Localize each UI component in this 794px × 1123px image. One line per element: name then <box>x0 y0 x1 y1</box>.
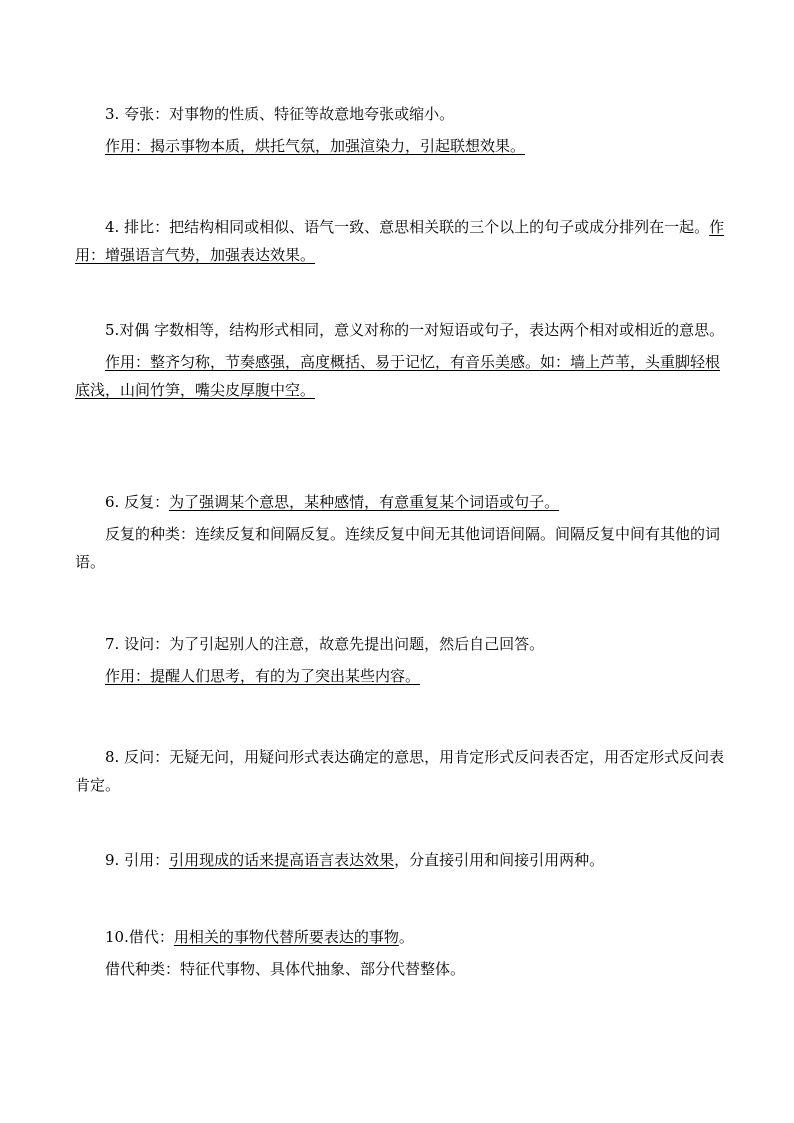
section-definition: 字数相等，结构形式相同，意义对称的一对短语或句子，表达两个相对或相近的意思。 <box>149 321 725 339</box>
section-definition: 为了强调某个意思，某种感情，有意重复某个词语或句子。 <box>169 493 560 511</box>
section-effect-line <box>75 348 725 404</box>
section-definition: 把结构相同或相似、语气一致、意思相关联的三个以上的句子或成分排列在一起。 <box>169 218 710 236</box>
section-effect-line <box>75 662 725 690</box>
section-extra: 借代种类：特征代事物、具体代抽象、部分代替整体。 <box>105 960 466 978</box>
section-definition-line <box>75 213 725 269</box>
section-heading: 10.借代： <box>105 928 174 946</box>
section-definition-line <box>75 630 725 658</box>
section-fanwen <box>75 743 725 799</box>
section-heading: 8. 反问： <box>105 748 170 766</box>
section-definition-tail: 。 <box>398 928 414 946</box>
section-paibi <box>75 213 725 269</box>
section-heading: 4. 排比： <box>105 218 170 236</box>
section-effect: 作用：增强语言气势，加强表达效果。 <box>75 218 725 264</box>
section-effect: 作用：揭示事物本质，烘托气氛，加强渲染力，引起联想效果。 <box>105 137 526 155</box>
section-fanfu <box>75 488 725 576</box>
section-definition-line <box>75 316 725 344</box>
section-heading: 5.对偶 <box>105 321 150 339</box>
section-jiedai <box>75 923 725 983</box>
section-definition: 无疑无问，用疑问形式表达确定的意思，用肯定形式反问表否定，用否定形式反问表肯定。 <box>75 748 725 794</box>
section-definition-tail: ，分直接引用和间接引用两种。 <box>394 851 605 869</box>
section-definition: 引用现成的话来提高语言表达效果 <box>169 851 395 869</box>
section-heading: 7. 设问： <box>105 635 170 653</box>
section-effect: 作用：提醒人们思考，有的为了突出某些内容。 <box>105 667 421 685</box>
section-definition-line <box>75 846 725 874</box>
section-yinyong <box>75 846 725 874</box>
section-shewen <box>75 630 725 690</box>
section-effect: 作用：整齐匀称，节奏感强，高度概括、易于记忆，有音乐美感。如：墙上芦苇，头重脚轻根底浅，山间竹笋，嘴尖皮厚腹中空。 <box>75 353 721 399</box>
section-heading: 3. 夸张： <box>105 105 170 123</box>
section-definition: 对事物的性质、特征等故意地夸张或缩小。 <box>169 105 455 123</box>
section-extra: 反复的种类：连续反复和间隔反复。连续反复中间无其他词语间隔。间隔反复中间有其他的词语。 <box>75 525 721 571</box>
section-definition-line <box>75 100 725 128</box>
section-definition: 为了引起别人的注意，故意先提出问题，然后自己回答。 <box>169 635 545 653</box>
section-definition-line <box>75 743 725 799</box>
section-duiou <box>75 316 725 404</box>
section-heading: 6. 反复： <box>105 493 170 511</box>
section-definition-line <box>75 923 725 951</box>
section-definition: 用相关的事物代替所要表达的事物 <box>173 928 399 946</box>
section-effect-line <box>75 132 725 160</box>
section-heading: 9. 引用： <box>105 851 170 869</box>
section-kuazhang <box>75 100 725 160</box>
section-definition-line <box>75 488 725 516</box>
